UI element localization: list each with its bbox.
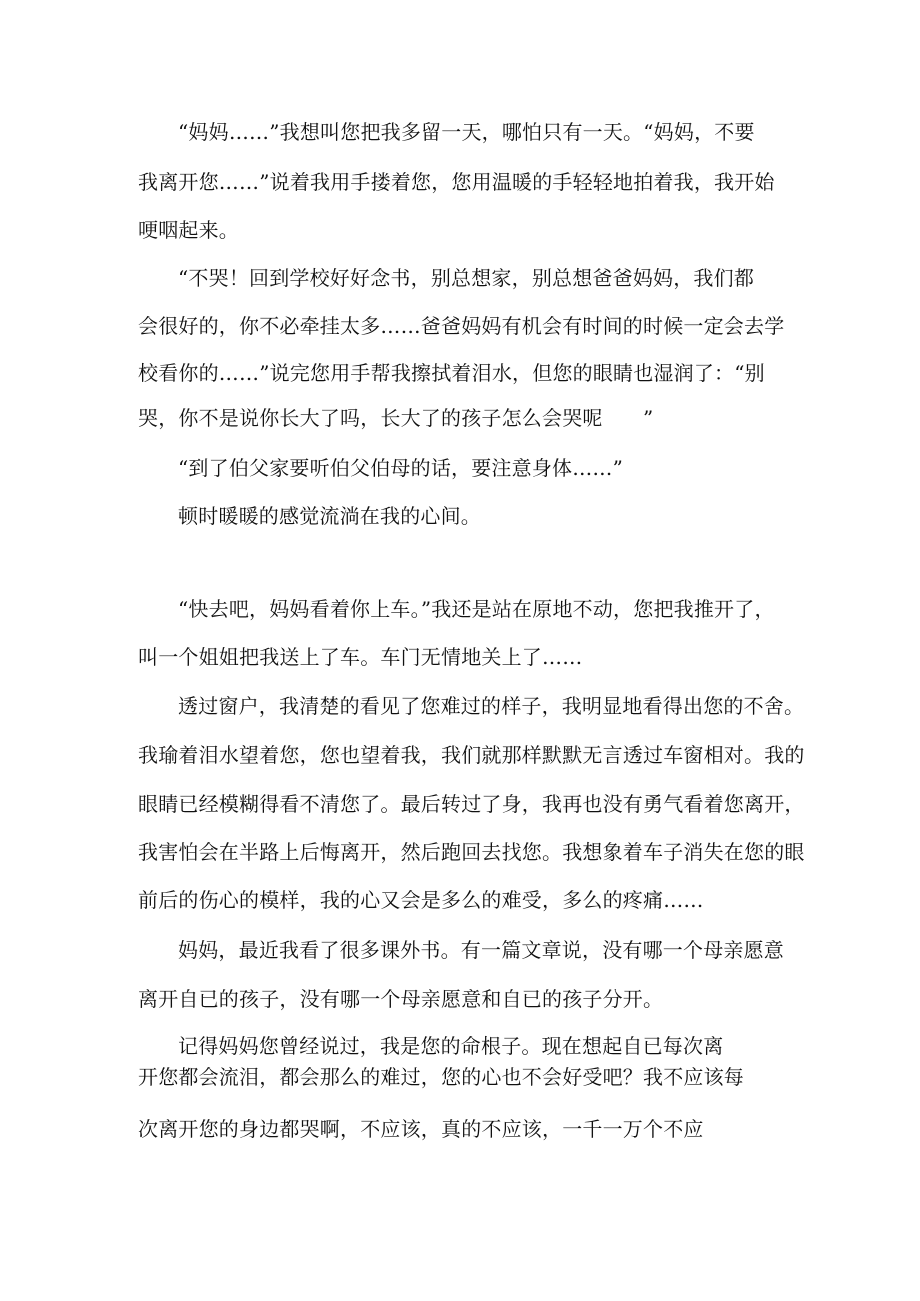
text-line: 我害怕会在半路上后悔离开，然后跑回去找您。我想象着车子消失在您的眼 (138, 840, 805, 864)
text-line: 次离开您的身边都哭啊，不应该，真的不应该，一千一万个不应 (138, 1117, 704, 1141)
text-line: 妈妈，最近我看了很多课外书。有一篇文章说，没有哪一个母亲愿意 (178, 938, 784, 962)
text-line: 哽咽起来。 (138, 218, 239, 242)
text-line: 校看你的……”说完您用手帮我擦拭着泪水，但您的眼睛也湿润了：“别 (138, 361, 765, 385)
text-line: “快去吧，妈妈看着你上车。”我还是站在原地不动，您把我推开了， (178, 597, 775, 621)
text-line: 开您都会流泪，都会那么的难过，您的心也不会好受吧？我不应该每 (138, 1065, 744, 1089)
text-line: “不哭！回到学校好好念书，别总想家，别总想爸爸妈妈，我们都 (178, 266, 755, 290)
text-line: 眼睛已经模糊得看不清您了。最后转过了身，我再也没有勇气看着您离开， (138, 792, 805, 816)
text-line: “妈妈……”我想叫您把我多留一天，哪怕只有一天。“妈妈，不要 (178, 120, 755, 144)
text-line: 前后的伤心的模样，我的心又会是多么的难受，多么的疼痛…… (138, 888, 704, 912)
text-line: “到了伯父家要听伯父伯母的话，要注意身体……” (178, 456, 624, 480)
text-line: 顿时暖暖的感觉流淌在我的心间。 (178, 504, 481, 528)
text-line: 哭，你不是说你长大了吗，长大了的孩子怎么会哭呢 ” (138, 406, 654, 430)
text-line: 会很好的，你不必牵挂太多……爸爸妈妈有机会有时间的时候一定会去学 (138, 314, 785, 338)
text-line: 离开自已的孩子，没有哪一个母亲愿意和自已的孩子分开。 (138, 987, 664, 1011)
text-line: 记得妈妈您曾经说过，我是您的命根子。现在想起自已每次离 (178, 1034, 724, 1058)
text-line: 透过窗户，我清楚的看见了您难过的样子，我明显地看得出您的不舍。 (178, 694, 805, 718)
text-line: 我离开您……”说着我用手搂着您，您用温暖的手轻轻地拍着我，我开始 (138, 170, 775, 194)
text-line: 我瑜着泪水望着您，您也望着我，我们就那样默默无言透过车窗相对。我的 (138, 743, 805, 767)
text-line: 叫一个姐姐把我送上了车。车门无情地关上了…… (138, 645, 583, 669)
